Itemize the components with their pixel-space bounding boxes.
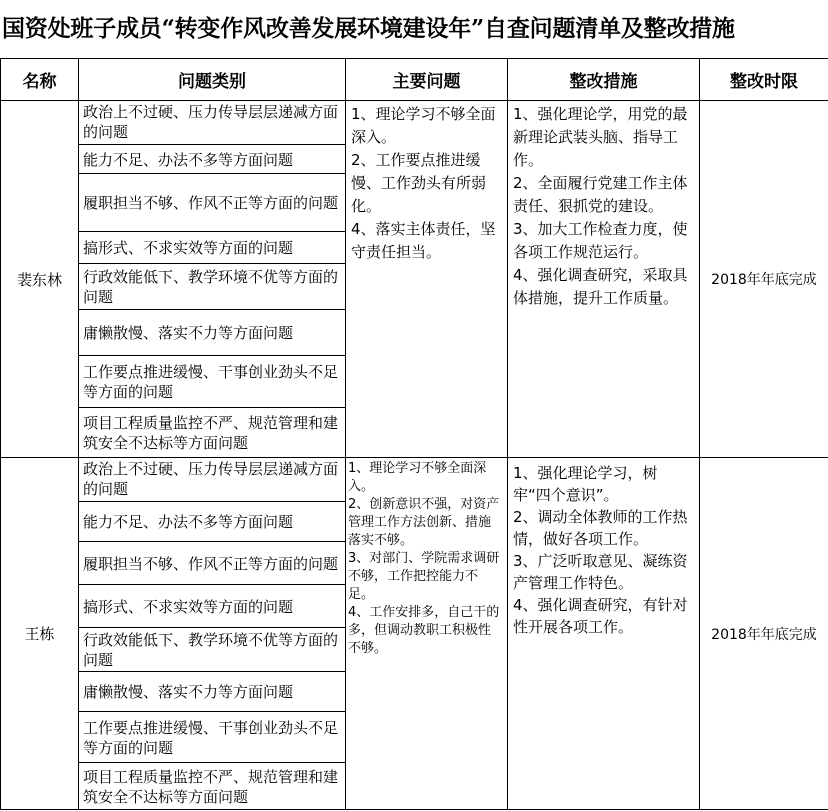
table-row <box>1 101 828 145</box>
measures-cell <box>508 458 700 810</box>
deadline-cell: 2018年年底完成 <box>700 458 828 810</box>
category-cell: 搞形式、不求实效等方面的问题 <box>79 585 346 628</box>
category-cell: 行政效能低下、教学环境不优等方面的问题 <box>79 264 346 310</box>
category-cell: 工作要点推进缓慢、干事创业劲头不足等方面的问题 <box>79 712 346 763</box>
member-name: 王栋 <box>1 458 79 810</box>
measures-cell <box>508 101 700 458</box>
issue-item: 1、理论学习不够全面深入。 <box>348 461 487 494</box>
measure-item: 4、强化调查研究，采取具体措施，提升工作质量。 <box>513 266 688 307</box>
member-name: 裴东林 <box>1 101 79 458</box>
measure-item: 2、全面履行党建工作主体责任、狠抓党的建设。 <box>513 174 688 215</box>
issue-item: 2、创新意识不强，对资产管理工作方法创新、措施落实不够。 <box>348 497 500 548</box>
measure-item: 2、调动全体教师的工作热情，做好各项工作。 <box>513 508 688 548</box>
measure-item: 1、强化理论学习，树牢“四个意识”。 <box>513 464 658 504</box>
issues-cell <box>346 101 508 458</box>
category-cell: 履职担当不够、作风不正等方面的问题 <box>79 542 346 585</box>
deadline-cell: 2018年年底完成 <box>700 101 828 458</box>
measure-item: 1、强化理论学，用党的最新理论武装头脑、指导工作。 <box>513 105 688 169</box>
issue-item: 3、对部门、学院需求调研不够，工作把控能力不足。 <box>348 551 500 602</box>
category-cell: 工作要点推进缓慢、干事创业劲头不足等方面的问题 <box>79 356 346 408</box>
issue-item: 1、理论学习不够全面深入。 <box>351 105 496 146</box>
category-cell: 项目工程质量监控不严、规范管理和建筑安全不达标等方面问题 <box>79 408 346 458</box>
category-cell: 履职担当不够、作风不正等方面的问题 <box>79 174 346 232</box>
category-cell: 项目工程质量监控不严、规范管理和建筑安全不达标等方面问题 <box>79 763 346 810</box>
measure-item: 3、广泛听取意见、凝练资产管理工作特色。 <box>513 552 688 592</box>
issue-item: 2、工作要点推进缓慢、工作劲头有所弱化。 <box>351 151 487 215</box>
header-category: 问题类别 <box>79 59 346 101</box>
header-name: 名称 <box>1 59 79 101</box>
category-cell: 能力不足、办法不多等方面问题 <box>79 502 346 542</box>
category-cell: 庸懒散慢、落实不力等方面问题 <box>79 310 346 356</box>
header-issues: 主要问题 <box>346 59 508 101</box>
category-cell: 政治上不过硬、压力传导层层递减方面的问题 <box>79 101 346 145</box>
header-deadline: 整改时限 <box>700 59 828 101</box>
category-cell: 政治上不过硬、压力传导层层递减方面的问题 <box>79 458 346 502</box>
category-cell: 行政效能低下、教学环境不优等方面的问题 <box>79 628 346 672</box>
header-row <box>1 59 828 101</box>
category-cell: 搞形式、不求实效等方面的问题 <box>79 232 346 264</box>
rectification-table <box>0 58 828 810</box>
header-measures: 整改措施 <box>508 59 700 101</box>
issue-item: 4、工作安排多，自己干的多，但调动教职工积极性不够。 <box>348 605 500 656</box>
measure-item: 4、强化调查研究，有针对性开展各项工作。 <box>513 596 688 636</box>
category-cell: 能力不足、办法不多等方面问题 <box>79 145 346 174</box>
issues-cell <box>346 458 508 810</box>
issue-item: 4、落实主体责任，坚守责任担当。 <box>351 220 496 261</box>
category-cell: 庸懒散慢、落实不力等方面问题 <box>79 672 346 712</box>
table-row <box>1 458 828 502</box>
page-title: 国资处班子成员“转变作风改善发展环境建设年”自查问题清单及整改措施 <box>2 15 735 42</box>
measure-item: 3、加大工作检查力度，使各项工作规范运行。 <box>513 220 688 261</box>
